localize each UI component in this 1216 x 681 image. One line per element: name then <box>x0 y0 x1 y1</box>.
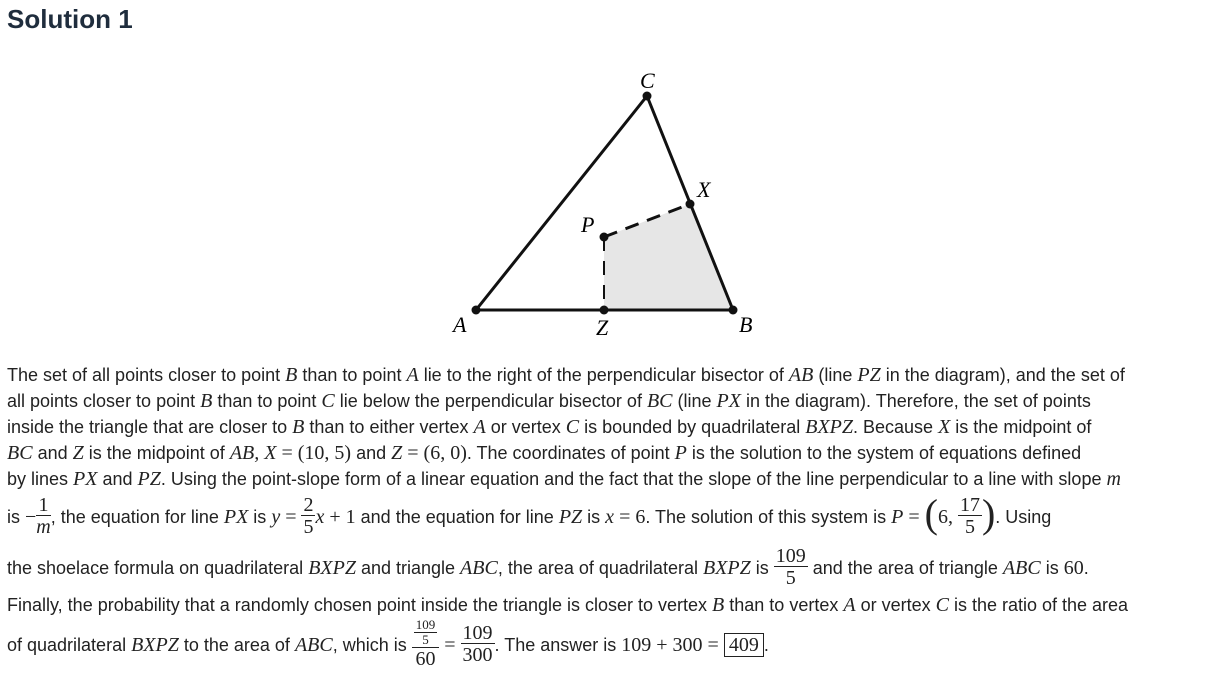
fraction-2-over-5: $\frac{2}{5}$ <box>303 493 314 538</box>
solution-line-1: The set of all points closer to point B than to point A lie to the right of the perpendicular bisector of AB (line PZ in the diagram), and the set of <box>7 364 1125 386</box>
fraction-109-over-300: $\frac{109}{300}$ <box>462 621 493 666</box>
label-b: B <box>739 312 753 337</box>
fraction-109-over-5: $\frac{109}{5}$ <box>775 544 806 589</box>
solution-line-2: all points closer to point B than to point C lie below the perpendicular bisector of BC (line PX in the diagram). Therefore, the set of points <box>7 390 1091 412</box>
solution-line-5: by lines PX and PZ. Using the point-slope form of a linear equation and the fact that the slope of the line perpendicular to a line with slope m <box>7 468 1121 490</box>
label-a: A <box>453 312 467 337</box>
point-p <box>600 233 609 242</box>
label-c: C <box>640 68 655 93</box>
label-x: X <box>697 177 711 202</box>
fraction-109-5-over-60: $\frac{\frac{109}{5}}{60}$ <box>412 618 440 670</box>
solution-line-8: Finally, the probability that a randomly chosen point inside the triangle is closer to vertex B than to vertex A or vertex C is the ratio of the area <box>7 594 1129 616</box>
point-z <box>600 306 609 315</box>
solution-line-7: the shoelace formula on quadrilateral BXPZ and triangle ABC, the area of quadrilateral BXPZ is $\frac{109}{5}$ and the area of triangle ABC is 60. <box>7 544 1089 589</box>
triangle-diagram <box>0 60 800 350</box>
point-a <box>472 306 481 315</box>
point-x <box>686 200 695 209</box>
point-b <box>729 306 738 315</box>
page-title: Solution 1 <box>7 4 133 34</box>
fraction-neg-1-over-m: $\frac{1}{m}$ <box>36 493 51 538</box>
solution-line-3: inside the triangle that are closer to B than to either vertex A or vertex C is bounded by quadrilateral BXPZ. Because X is the midpoint of <box>7 416 1092 438</box>
label-p: P <box>581 212 595 237</box>
solution-line-6: is − $\frac{1}{m}$ , the equation for line PX is y = $\frac{2}{5}$ x + 1 and the equation for line PZ is x = 6. The solution of this system is P = (6, $\frac{17}{5}$ ). Using <box>7 491 1052 538</box>
solution-line-4: BC and Z is the midpoint of AB, X = (10, 5) and Z = (6, 0). The coordinates of point P is the solution to the system of equations defined <box>7 442 1082 464</box>
solution-line-9: of quadrilateral BXPZ to the area of ABC, which is $\frac{\frac{109}{5}}{60}$ = $\frac{109}{300}$ . The answer is 109 + 300 = 409 . <box>7 617 769 671</box>
fraction-17-over-5: $\frac{17}{5}$ <box>959 493 980 538</box>
label-z: Z <box>596 315 609 340</box>
boxed-answer: 409 <box>724 633 764 657</box>
shaded-quadrilateral-bxpz <box>604 204 733 310</box>
